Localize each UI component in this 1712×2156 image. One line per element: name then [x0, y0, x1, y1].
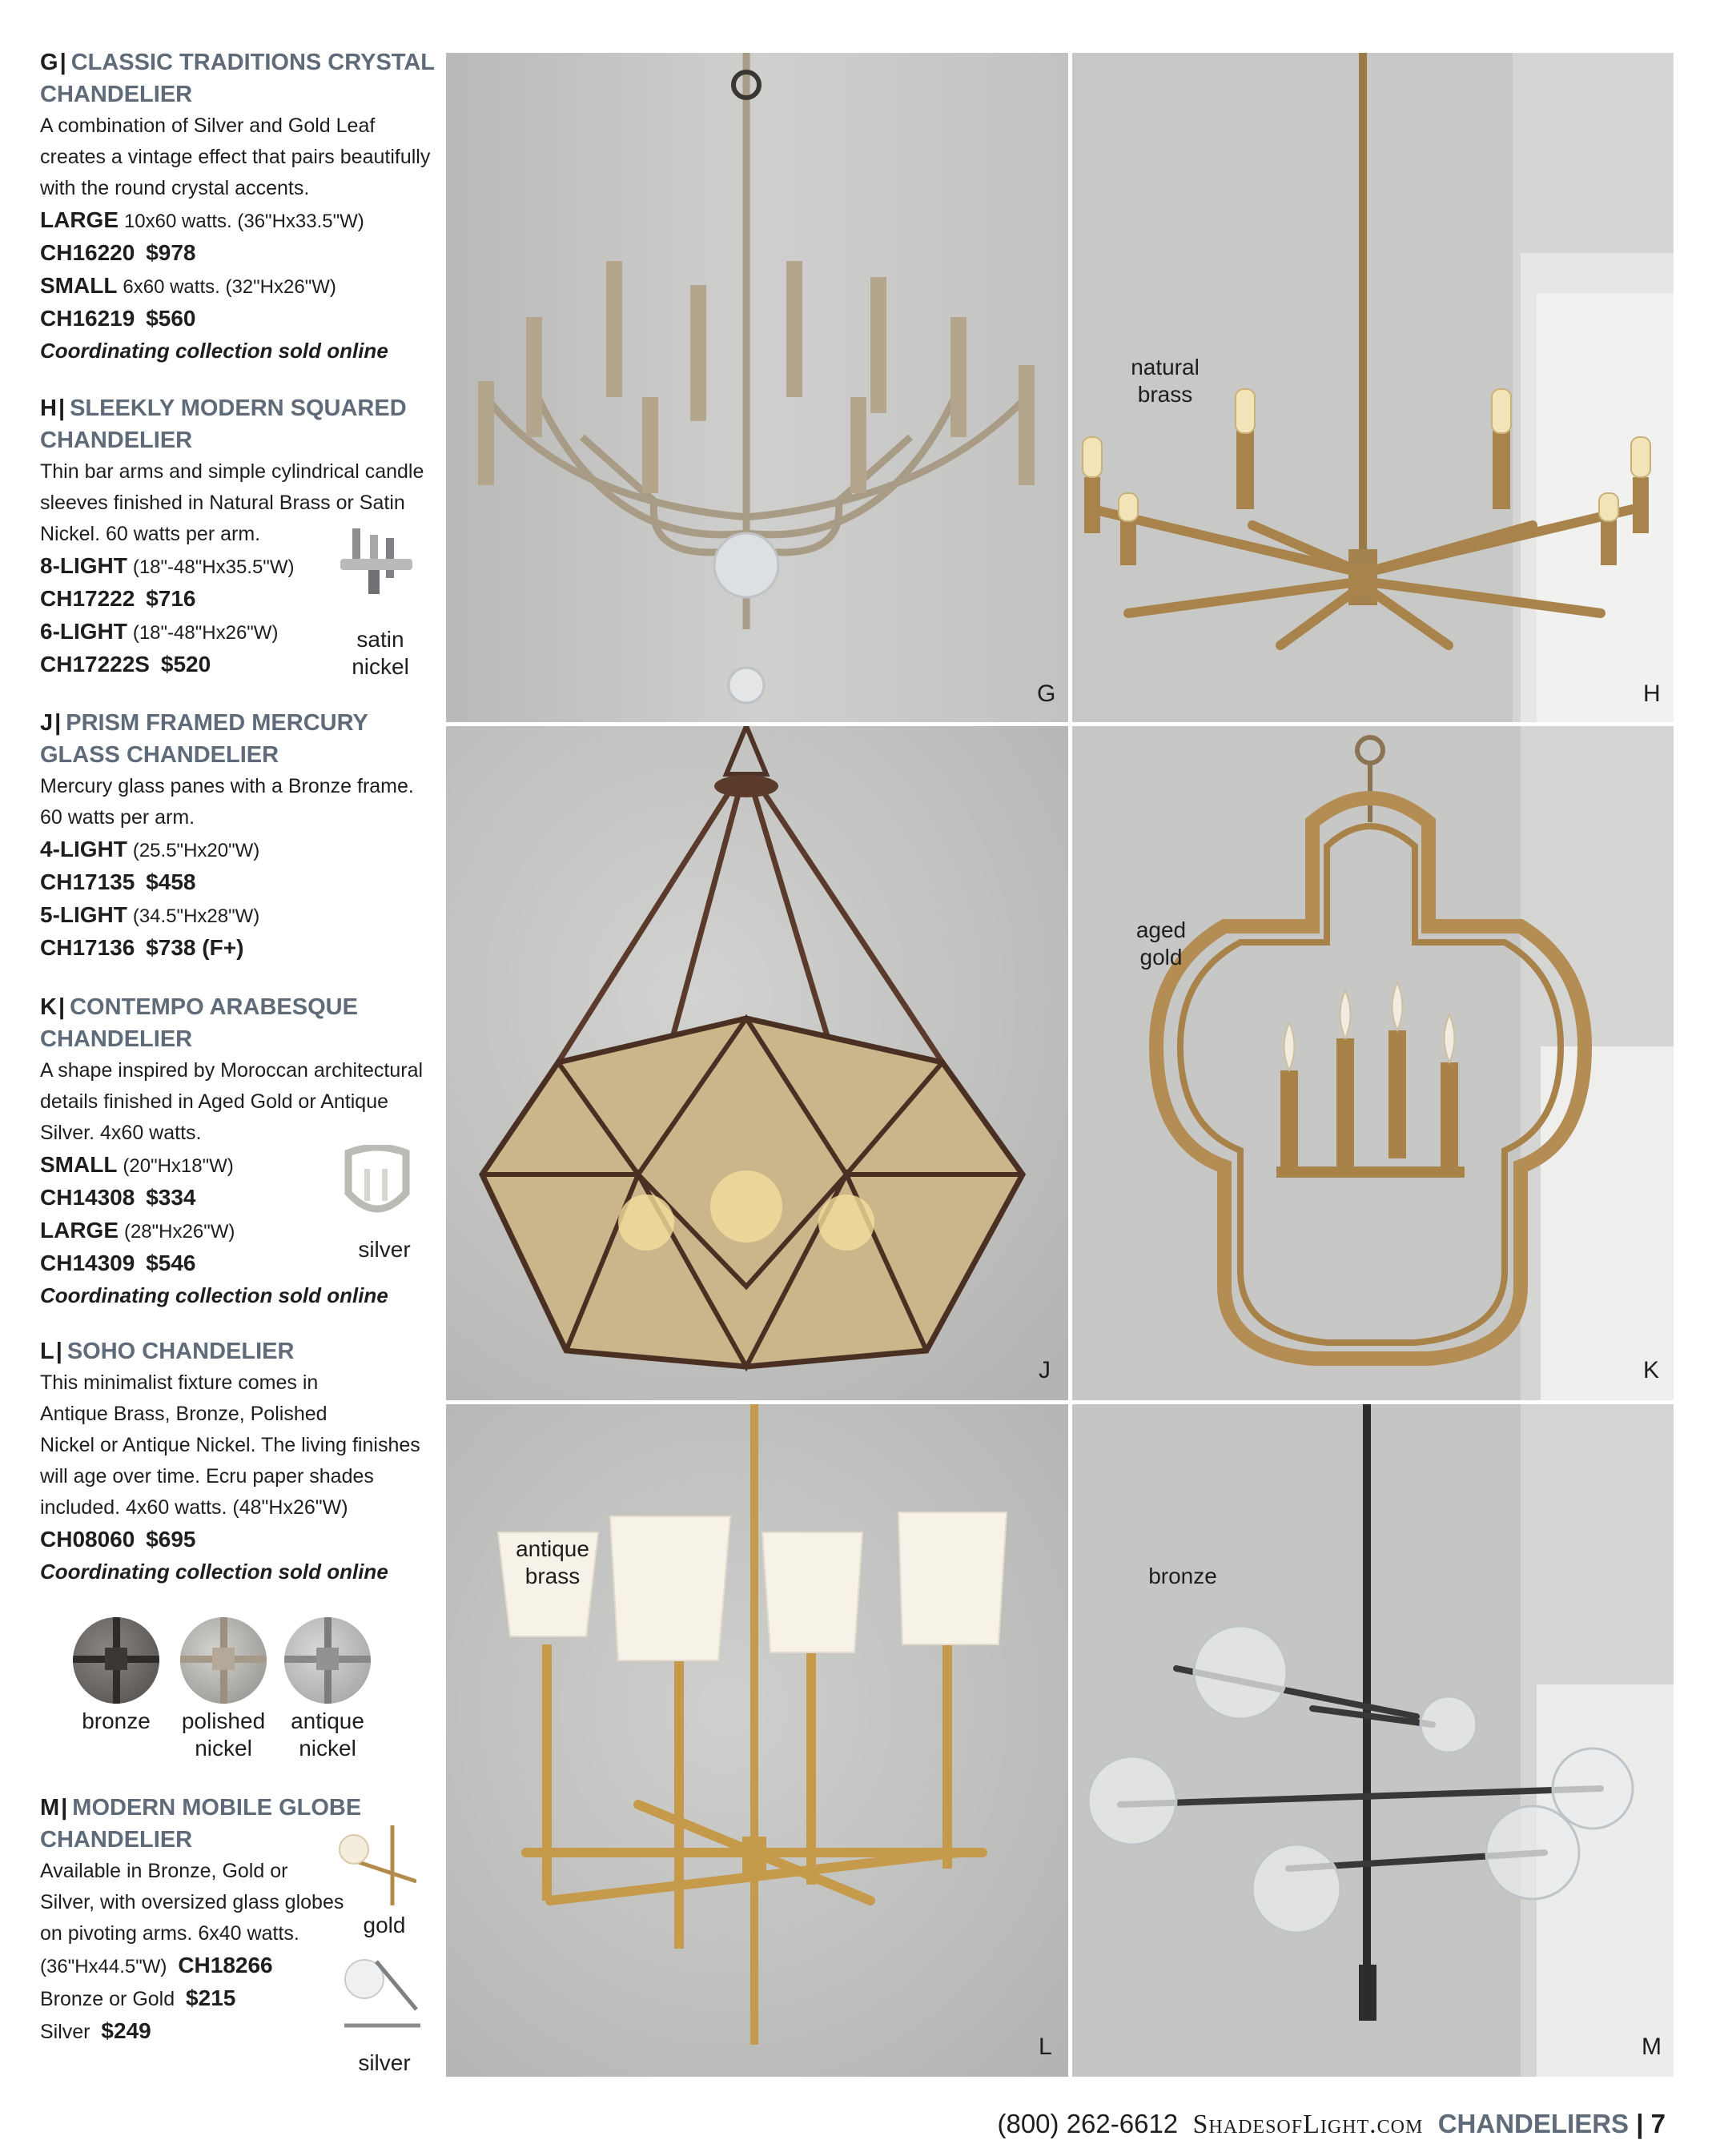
- footer-separator: |: [1636, 2109, 1644, 2138]
- finish-label-polished-nickel: [170, 1708, 277, 1762]
- photo-g-crystal-chandelier: [446, 53, 1068, 722]
- finish-detail-image: [73, 1617, 159, 1704]
- bronze-finish-swatch: [73, 1617, 159, 1704]
- size-spec: (36"Hx44.5"W): [40, 1956, 167, 1977]
- size-label: 5-LIGHT: [40, 902, 127, 927]
- sku: CH17135: [40, 869, 135, 894]
- size-spec: (28"Hx26"W): [123, 1221, 235, 1243]
- product-name-cont: CHANDELIER: [40, 428, 193, 453]
- price: $334: [146, 1185, 196, 1210]
- price: $458: [146, 869, 196, 894]
- product-desc-line: Available in Bronze, Gold or: [40, 1860, 288, 1882]
- finish-callout-line: bronze: [1148, 1564, 1217, 1588]
- product-name-cont: GLASS CHANDELIER: [40, 742, 279, 768]
- product-desc-line: A combination of Silver and Gold Leaf: [40, 114, 376, 137]
- product-name: MODERN MOBILE GLOBE: [72, 1795, 362, 1821]
- product-entry-l: L| SOHO CHANDELIER This minimalist fixture comes in Antique Brass, Bronze, Polished Nickel or Antique Nickel. The living finishes will age over time. Ecru paper shades included. 4x60 watts. (48"Hx26"W) CH08060 $695 Coordinating collection sold online: [40, 1335, 440, 1588]
- size-spec: (25.5"Hx20"W): [132, 840, 260, 861]
- size-spec: (34.5"Hx28"W): [132, 905, 260, 927]
- antique-nickel-finish-swatch: [284, 1617, 371, 1704]
- price-label: Bronze or Gold: [40, 1988, 175, 2010]
- photo-k-arabesque-chandelier: [1072, 726, 1674, 1400]
- finish-callout-line: gold: [1139, 945, 1183, 970]
- polished-nickel-finish-swatch: [180, 1617, 267, 1704]
- size-label: 8-LIGHT: [40, 553, 127, 578]
- website-link[interactable]: ShadesofLight.com: [1192, 2110, 1424, 2139]
- finish-callout-natural-brass: [1121, 354, 1209, 408]
- product-letter: G: [40, 50, 58, 75]
- finish-label-bronze: [68, 1708, 164, 1735]
- page-number: 7: [1650, 2109, 1666, 2138]
- price: $249: [101, 2018, 151, 2043]
- product-name: SLEEKLY MODERN SQUARED: [70, 395, 407, 421]
- photo-letter-j: J: [1039, 1357, 1051, 1383]
- size-label: LARGE: [40, 207, 119, 232]
- product-name: SOHO CHANDELIER: [66, 1339, 295, 1364]
- product-letter: K: [40, 994, 57, 1020]
- price: $716: [146, 586, 196, 611]
- photo-letter-h: H: [1643, 681, 1661, 707]
- product-desc-line: A shape inspired by Moroccan architectural: [40, 1059, 424, 1082]
- silver-swatch-image: [340, 1145, 414, 1233]
- finish-callout-line: aged: [1135, 917, 1187, 942]
- sku: CH14309: [40, 1251, 135, 1275]
- swatch-label-line: nickel: [352, 654, 409, 679]
- product-letter: H: [40, 395, 57, 421]
- size-spec: 10x60 watts. (36"Hx33.5"W): [123, 211, 364, 232]
- finish-callout-antique-brass: [504, 1536, 601, 1590]
- swatch-label-line: satin: [356, 627, 404, 652]
- size-label: LARGE: [40, 1218, 119, 1243]
- sku: CH16219: [40, 306, 135, 331]
- photo-letter-g: G: [1037, 681, 1056, 707]
- size-label: 6-LIGHT: [40, 619, 127, 644]
- price: $978: [146, 240, 196, 265]
- finish-callout-aged-gold: [1129, 917, 1193, 971]
- swatch-label-gold: gold: [363, 1913, 406, 1937]
- finish-detail-image: [180, 1617, 267, 1704]
- product-letter: J: [40, 710, 54, 736]
- product-desc-line: on pivoting arms. 6x40 watts.: [40, 1922, 299, 1945]
- photo-letter-m: M: [1642, 2034, 1662, 2060]
- finish-label-line: bronze: [82, 1708, 151, 1733]
- product-desc-line: Mercury glass panes with a Bronze frame.: [40, 775, 414, 797]
- product-desc-line: included. 4x60 watts. (48"Hx26"W): [40, 1496, 348, 1519]
- sku: CH08060: [40, 1527, 135, 1552]
- product-letter: L: [40, 1339, 54, 1364]
- product-desc-line: 60 watts per arm.: [40, 806, 195, 829]
- finish-label-line: antique: [291, 1708, 364, 1733]
- swatch-label-satin-nickel: [336, 626, 424, 681]
- finish-label-line: polished: [181, 1708, 266, 1733]
- product-desc-line: will age over time. Ecru paper shades: [40, 1465, 374, 1488]
- price-label: Silver: [40, 2021, 90, 2043]
- price: $215: [186, 1985, 236, 2010]
- product-desc-line: with the round crystal accents.: [40, 177, 310, 199]
- product-desc-line: sleeves finished in Natural Brass or Satin: [40, 492, 405, 514]
- product-desc-line: Silver. 4x60 watts.: [40, 1122, 202, 1144]
- product-name: PRISM FRAMED MERCURY: [66, 710, 368, 736]
- photo-j-prism-chandelier: [446, 726, 1068, 1400]
- finish-label-line: nickel: [299, 1736, 356, 1761]
- size-label: SMALL: [40, 1152, 118, 1177]
- size-label: 4-LIGHT: [40, 837, 127, 861]
- section-name: CHANDELIERS: [1437, 2109, 1630, 2138]
- product-name-cont: CHANDELIER: [40, 1026, 193, 1052]
- product-letter: M: [40, 1795, 60, 1821]
- product-entry-h: H| SLEEKLY MODERN SQUARED CHANDELIER Thin bar arms and simple cylindrical candle sleeves finished in Natural Brass or Satin Nickel. 60 watts per arm. 8-LIGHT (18"-48"Hx35.5"W) CH17222 $716 6-LIGHT (18"-48"Hx26"W) CH17222S $520: [40, 392, 440, 681]
- product-desc-line: details finished in Aged Gold or Antique: [40, 1090, 389, 1113]
- size-spec: (20"Hx18"W): [123, 1155, 234, 1177]
- product-name-cont: CHANDELIER: [40, 82, 193, 107]
- sku: CH17222S: [40, 652, 150, 677]
- page-footer: [997, 2109, 1666, 2140]
- product-entry-k: K| CONTEMPO ARABESQUE CHANDELIER A shape inspired by Moroccan architectural details finished in Aged Gold or Antique Silver. 4x60 watts. SMALL (20"Hx18"W) CH14308 $334 LARGE (28"Hx26"W) CH14309 $546 Coordinating collection sold online: [40, 991, 440, 1312]
- product-entry-j: J| PRISM FRAMED MERCURY GLASS CHANDELIER Mercury glass panes with a Bronze frame. 60 watts per arm. 4-LIGHT (25.5"Hx20"W) CH17135 $458 5-LIGHT (34.5"Hx28"W) CH17136 $738 (F+): [40, 707, 440, 965]
- product-desc-line: Antique Brass, Bronze, Polished: [40, 1403, 328, 1425]
- price: $738 (F+): [146, 935, 244, 960]
- collection-note: Coordinating collection sold online: [40, 1283, 388, 1307]
- photo-m-mobile-globe-chandelier: [1072, 1404, 1674, 2077]
- product-entry-m: M| MODERN MOBILE GLOBE CHANDELIER Available in Bronze, Gold or Silver, with oversized glass globes on pivoting arms. 6x40 watts. (36"Hx44.5"W) CH18266 Bronze or Gold $215 Silver $249: [40, 1792, 440, 2048]
- finish-callout-line: antique: [516, 1536, 589, 1561]
- finish-callout-line: brass: [524, 1564, 581, 1588]
- product-name: CLASSIC TRADITIONS CRYSTAL: [70, 50, 436, 75]
- collection-note: Coordinating collection sold online: [40, 339, 388, 363]
- sku: CH16220: [40, 240, 135, 265]
- size-spec: (18"-48"Hx35.5"W): [132, 556, 295, 578]
- size-spec: (18"-48"Hx26"W): [132, 622, 279, 644]
- price: $520: [160, 652, 211, 677]
- product-desc-line: Nickel or Antique Nickel. The living finishes: [40, 1434, 420, 1456]
- product-desc-line: Thin bar arms and simple cylindrical candle: [40, 460, 424, 483]
- product-desc-line: creates a vintage effect that pairs beautifully: [40, 146, 431, 168]
- price: $695: [146, 1527, 196, 1552]
- satin-nickel-swatch-image: [336, 528, 416, 616]
- size-spec: 6x60 watts. (32"Hx26"W): [123, 276, 336, 298]
- photo-letter-l: L: [1039, 2034, 1052, 2060]
- product-desc-line: Nickel. 60 watts per arm.: [40, 523, 261, 545]
- sku: CH14308: [40, 1185, 135, 1210]
- size-label: SMALL: [40, 273, 118, 298]
- finish-label-antique-nickel: [279, 1708, 376, 1762]
- product-name-cont: CHANDELIER: [40, 1827, 193, 1853]
- sku: CH17222: [40, 586, 135, 611]
- sku: CH17136: [40, 935, 135, 960]
- swatch-label-silver: silver: [358, 1237, 411, 1262]
- gold-swatch-image: [336, 1825, 416, 1905]
- swatch-label-silver: silver: [358, 2050, 411, 2075]
- collection-note: Coordinating collection sold online: [40, 1560, 388, 1584]
- product-entry-g: G| CLASSIC TRADITIONS CRYSTAL CHANDELIER A combination of Silver and Gold Leaf creates a vintage effect that pairs beautifully with the round crystal accents. LARGE 10x60 watts. (36"Hx33.5"W) CH16220 $978 SMALL 6x60 watts. (32"Hx26"W) CH16219 $560 Coordinating collection sold online: [40, 46, 440, 367]
- price: $560: [146, 306, 196, 331]
- finish-label-line: nickel: [195, 1736, 252, 1761]
- photo-l-soho-chandelier: [446, 1404, 1068, 2077]
- finish-callout-bronze: [1139, 1563, 1227, 1590]
- price: $546: [146, 1251, 196, 1275]
- product-desc-line: This minimalist fixture comes in: [40, 1371, 319, 1394]
- photo-letter-k: K: [1643, 1357, 1660, 1383]
- sku: CH18266: [178, 1953, 273, 1977]
- product-name: CONTEMPO ARABESQUE: [70, 994, 358, 1020]
- finish-callout-line: natural: [1131, 355, 1200, 379]
- finish-detail-image: [284, 1617, 371, 1704]
- finish-callout-line: brass: [1137, 382, 1193, 407]
- phone-number[interactable]: (800) 262-6612: [997, 2109, 1179, 2138]
- silver-globe-swatch-image: [340, 1953, 420, 2042]
- product-desc-line: Silver, with oversized glass globes: [40, 1891, 344, 1913]
